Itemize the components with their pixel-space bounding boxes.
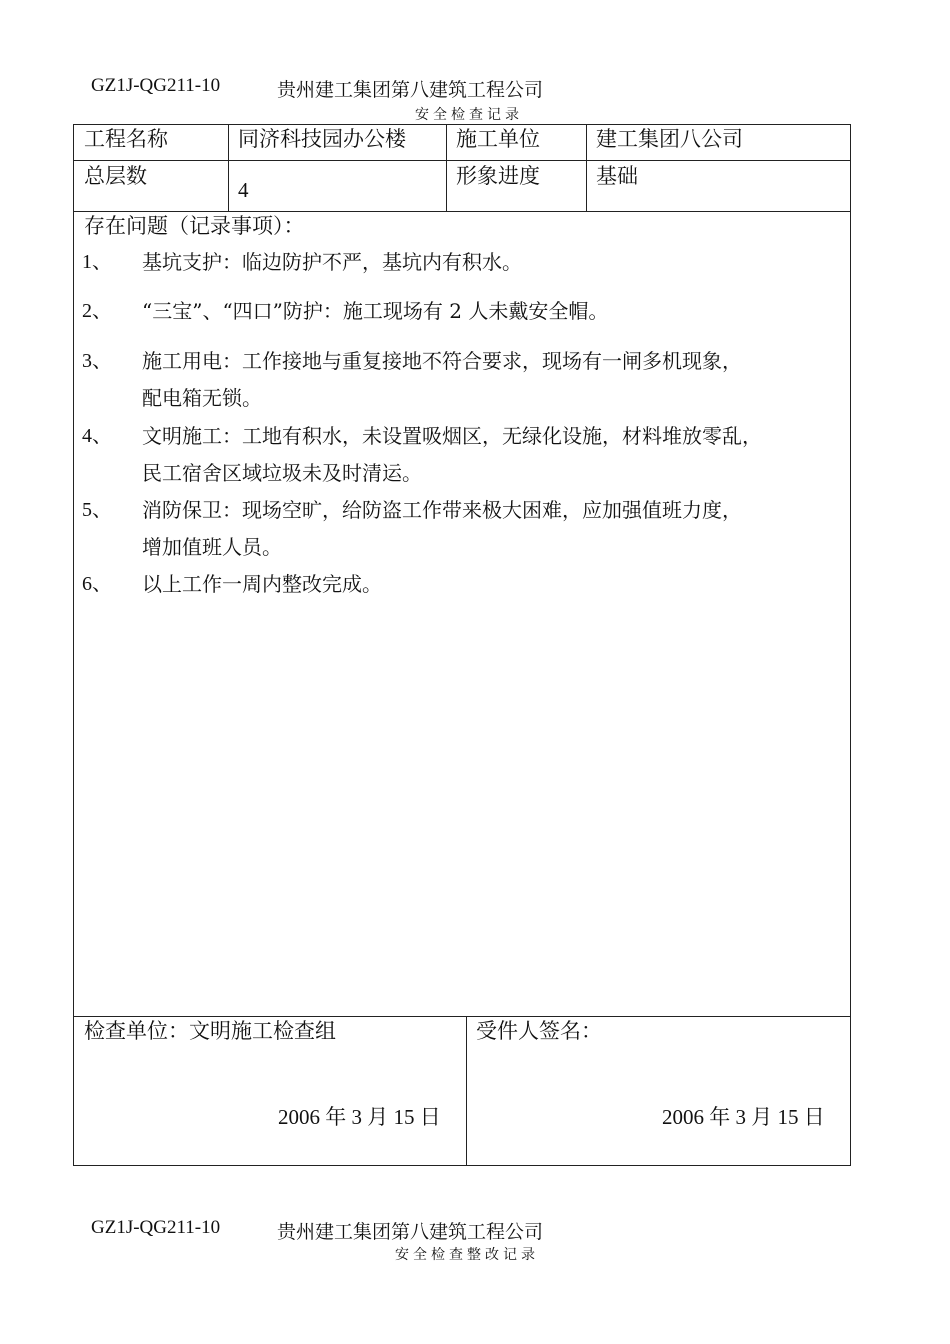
project-name-label: 工程名称 <box>84 127 168 151</box>
receiver-signature-label: 受件人签名： <box>476 1019 602 1043</box>
issues-heading: 存在问题（记录事项）： <box>84 214 305 238</box>
progress-value: 基础 <box>596 164 638 188</box>
contractor-value: 建工集团八公司 <box>596 127 743 151</box>
next-company-name: 贵州建工集团第八建筑工程公司 <box>277 1221 544 1243</box>
floors-label: 总层数 <box>84 164 147 188</box>
next-form-title: 安全检查整改记录 <box>395 1247 539 1263</box>
form-title: 安全检查记录 <box>415 107 523 123</box>
contractor-label: 施工单位 <box>456 127 540 151</box>
receiver-date: 2006 年 3 月 15 日 <box>662 1105 825 1129</box>
company-name: 贵州建工集团第八建筑工程公司 <box>277 79 544 101</box>
form-code: GZ1J-QG211-10 <box>91 75 221 96</box>
project-name-value: 同济科技园办公楼 <box>238 127 406 151</box>
floors-value: 4 <box>238 178 249 202</box>
next-form-code: GZ1J-QG211-10 <box>91 1217 221 1238</box>
progress-label: 形象进度 <box>456 164 540 188</box>
inspector-unit: 检查单位：文明施工检查组 <box>84 1019 336 1043</box>
inspector-date: 2006 年 3 月 15 日 <box>278 1105 441 1129</box>
